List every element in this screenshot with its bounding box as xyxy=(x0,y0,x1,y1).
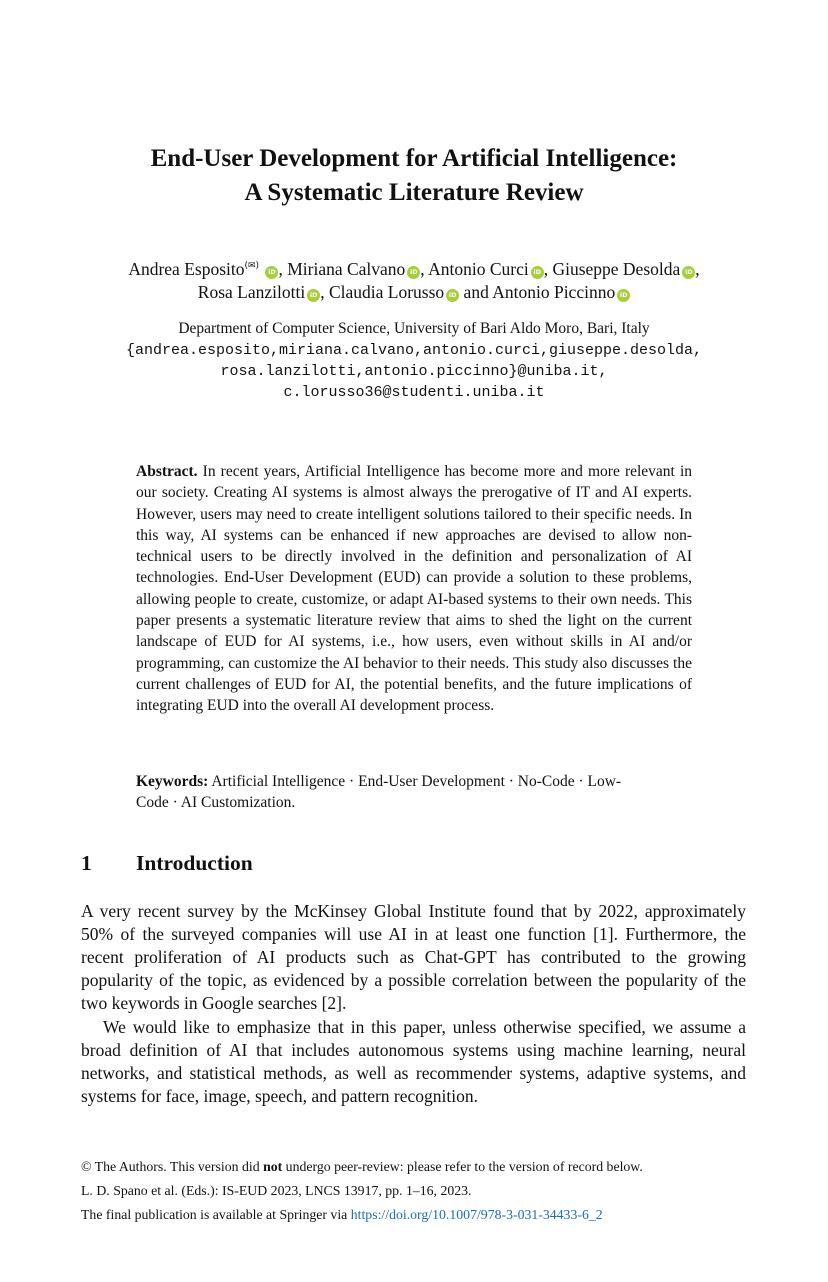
keywords-line-1: Artificial Intelligence · End-User Development · No-Code · Low- xyxy=(208,773,622,790)
doi-link[interactable]: https://doi.org/10.1007/978-3-031-34433-6_2 xyxy=(350,1207,603,1222)
paper-title xyxy=(0,142,828,210)
mail-icon: (✉) xyxy=(244,261,260,271)
author-separator: , xyxy=(695,259,700,279)
abstract-text: In recent years, Artificial Intelligence has become more and more relevant in our society. Creating AI systems is almost always the prerogative of IT and AI experts. However, users may need to create intelligent solutions tailored to their specific needs. In this way, AI systems can be enhanced if new approaches are devised to allow non-technical users to be directly involved in the definition and personalization of AI technologies. End-User Development (EUD) can provide a solution to these problems, allowing people to create, customize, or adapt AI-based systems to their own needs. This paper presents a systematic literature review that aims to shed the light on the current landscape of EUD for AI systems, i.e., how users, even without skills in AI and/or programming, can customize the AI behavior to their needs. This study also discusses the current challenges of EUD for AI, the potential benefits, and the future implications of integrating EUD into the overall AI development process. xyxy=(136,463,692,715)
keywords xyxy=(136,771,692,814)
author-name: , Antonio Curci xyxy=(420,259,529,279)
email-line-1: {andrea.esposito,miriana.calvano,antonio.curci,giuseppe.desolda, xyxy=(125,342,703,359)
author-line-1 xyxy=(0,255,828,281)
section-number: 1 xyxy=(81,851,92,875)
author-name: , Giuseppe Desolda xyxy=(543,259,681,279)
author-list xyxy=(0,255,828,304)
author-name: , Claudia Lorusso xyxy=(320,282,445,302)
title-line-2: A Systematic Literature Review xyxy=(244,179,584,206)
intro-paragraph-1: A very recent survey by the McKinsey Global Institute found that by 2022, approximately 50% of the surveyed companies will use AI in at least one function [1]. Furthermore, the recent proliferation of AI products such as Chat-GPT has contributed to the growing popularity of the topic, as evidenced by a possible correlation between the popularity of the two keywords in Google searches [2]. xyxy=(81,901,746,1013)
author-emails xyxy=(0,340,828,403)
keywords-label: Keywords: xyxy=(136,773,209,790)
footnote-line-3: The final publication is available at Springer via https://doi.org/10.1007/978-3-031-34433-6_2 xyxy=(81,1207,603,1222)
orcid-icon[interactable]: iD xyxy=(446,289,459,302)
abstract-label: Abstract. xyxy=(136,463,198,480)
footnote-line-1: © The Authors. This version did not undergo peer-review: please refer to the version of record below. xyxy=(81,1159,643,1174)
intro-paragraph-2: We would like to emphasize that in this paper, unless otherwise specified, we assume a broad definition of AI that includes autonomous systems using machine learning, neural networks, and statistical methods, as well as recommender systems, adaptive systems, and systems for face, image, speech, and pattern recognition. xyxy=(81,1017,746,1106)
affiliation: Department of Computer Science, University of Bari Aldo Moro, Bari, Italy xyxy=(178,320,650,337)
keywords-line-2: Code · AI Customization. xyxy=(136,794,296,812)
orcid-icon[interactable]: iD xyxy=(682,266,695,279)
author-line-2 xyxy=(0,281,828,304)
orcid-icon[interactable]: iD xyxy=(407,266,420,279)
author-name: Andrea Esposito xyxy=(128,259,245,279)
orcid-icon[interactable]: iD xyxy=(617,289,630,302)
author-name: and Antonio Piccinno xyxy=(459,282,616,302)
orcid-icon[interactable]: iD xyxy=(531,266,544,279)
email-line-3: c.lorusso36@studenti.uniba.it xyxy=(283,384,545,401)
abstract xyxy=(136,461,692,717)
orcid-icon[interactable]: iD xyxy=(307,289,320,302)
orcid-icon[interactable]: iD xyxy=(265,266,278,279)
title-line-1: End-User Development for Artificial Intelligence: xyxy=(150,145,678,172)
author-name: , Miriana Calvano xyxy=(278,259,406,279)
emphasis-not: not xyxy=(263,1159,283,1174)
footnote-line-2: L. D. Spano et al. (Eds.): IS-EUD 2023, LNCS 13917, pp. 1–16, 2023. xyxy=(81,1183,472,1198)
section-title: Introduction xyxy=(136,851,253,875)
email-line-2: rosa.lanzilotti,antonio.piccinno}@uniba.it, xyxy=(220,363,608,380)
author-name: Rosa Lanzilotti xyxy=(197,282,306,302)
